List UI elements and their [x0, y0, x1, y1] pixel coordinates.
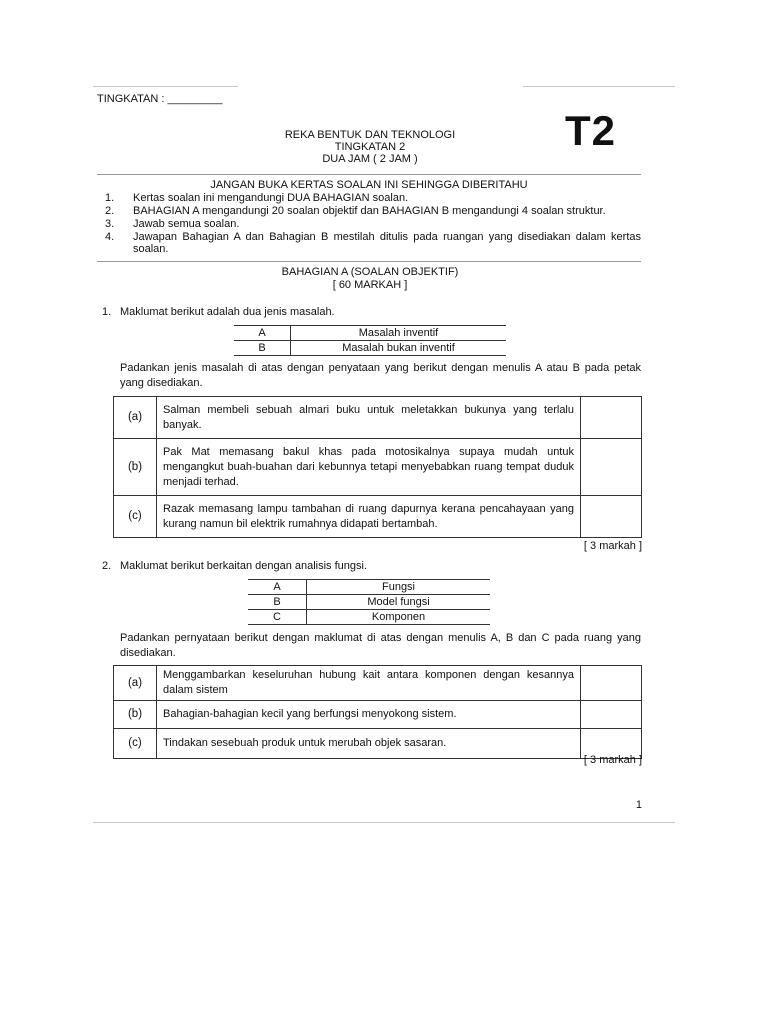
- q2-info-table: [248, 579, 490, 625]
- table-row: [114, 397, 642, 439]
- item-text: Menggambarkan keseluruhan hubung kait antara komponen dengan kesannya dalam sistem: [157, 666, 581, 701]
- subject-title: REKA BENTUK DAN TEKNOLOGI: [284, 129, 456, 141]
- table-value: Masalah bukan inventif: [291, 341, 507, 356]
- q1-answer-table: [113, 396, 642, 538]
- instructions-heading: JANGAN BUKA KERTAS SOALAN INI SEHINGGA DIBERITAHU: [210, 179, 528, 191]
- table-key: B: [248, 595, 307, 610]
- paper-code: T2: [565, 107, 617, 154]
- table-row: [234, 341, 506, 356]
- section-marks: [ 60 MARKAH ]: [332, 279, 408, 291]
- instruction-item: [105, 231, 641, 255]
- q1-info-table: [234, 325, 506, 356]
- item-text: Pak Mat memasang bakul khas pada motosikalnya supaya mudah untuk mengangkut buah-buahan dari kebunnya tetapi menyebabkan ruang tempat duduk menjadi terhad.: [157, 439, 581, 496]
- top-rule-left: [93, 86, 238, 87]
- answer-box[interactable]: [581, 666, 642, 701]
- instruction-number: 4.: [105, 231, 115, 243]
- instruction-number: 3.: [105, 218, 115, 230]
- q2-number: 2.: [102, 560, 112, 572]
- item-text: Bahagian-bahagian kecil yang berfungsi menyokong sistem.: [157, 701, 581, 729]
- q2-answer-table: [113, 665, 642, 759]
- item-text: Salman membeli sebuah almari buku untuk meletakkan bukunya yang terlalu banyak.: [157, 397, 581, 439]
- table-row: [114, 496, 642, 538]
- instruction-item: [105, 205, 641, 217]
- table-row: [114, 701, 642, 729]
- instruction-item: [105, 192, 641, 204]
- section-header: [240, 266, 500, 292]
- item-text: Tindakan sesebuah produk untuk merubah objek sasaran.: [157, 729, 581, 759]
- item-label: (c): [114, 496, 157, 538]
- q1-instruction: Padankan jenis masalah di atas dengan penyataan yang berikut dengan menulis A atau B pada petak yang disediakan.: [120, 362, 641, 389]
- item-label: (b): [114, 439, 157, 496]
- table-value: Model fungsi: [307, 595, 491, 610]
- instruction-item: [105, 218, 641, 230]
- table-row: [248, 610, 490, 625]
- table-key: C: [248, 610, 307, 625]
- instruction-text: Kertas soalan ini mengandungi DUA BAHAGIAN soalan.: [133, 192, 409, 204]
- q1-stem: Maklumat berikut adalah dua jenis masalah.: [120, 306, 335, 318]
- instruction-text: Jawab semua soalan.: [133, 218, 240, 230]
- item-label: (a): [114, 397, 157, 439]
- table-row: [114, 666, 642, 701]
- table-row: [234, 326, 506, 341]
- instruction-number: 2.: [105, 205, 115, 217]
- item-label: (c): [114, 729, 157, 759]
- answer-box[interactable]: [581, 439, 642, 496]
- page-number: 1: [635, 799, 642, 811]
- exam-title: [240, 129, 500, 165]
- duration: DUA JAM ( 2 JAM ): [322, 153, 418, 165]
- q2-instruction: Padankan pernyataan berikut dengan maklumat di atas dengan menulis A, B dan C pada ruang yang disediakan.: [120, 632, 641, 659]
- table-value: Masalah inventif: [291, 326, 507, 341]
- section-title: BAHAGIAN A (SOALAN OBJEKTIF): [281, 266, 459, 278]
- page-bottom-rule: [93, 822, 675, 823]
- table-key: B: [234, 341, 291, 356]
- top-rule-right: [523, 86, 675, 87]
- instructions-top-rule: [97, 174, 641, 175]
- table-value: Komponen: [307, 610, 491, 625]
- table-key: A: [248, 580, 307, 595]
- instruction-number: 1.: [105, 192, 115, 204]
- q1-number: 1.: [102, 306, 112, 318]
- table-row: [248, 595, 490, 610]
- q1-marks: [ 3 markah ]: [583, 540, 642, 552]
- q2-marks: [ 3 markah ]: [583, 754, 642, 766]
- table-value: Fungsi: [307, 580, 491, 595]
- form-level: TINGKATAN 2: [334, 141, 406, 153]
- answer-box[interactable]: [581, 397, 642, 439]
- answer-box[interactable]: [581, 496, 642, 538]
- table-key: A: [234, 326, 291, 341]
- tingkatan-field: TINGKATAN : _________: [97, 93, 223, 105]
- table-row: [248, 580, 490, 595]
- instructions-bottom-rule: [97, 261, 641, 262]
- item-label: (b): [114, 701, 157, 729]
- answer-box[interactable]: [581, 701, 642, 729]
- instruction-text: BAHAGIAN A mengandungi 20 soalan objektif dan BAHAGIAN B mengandungi 4 soalan struktur.: [133, 205, 606, 217]
- item-label: (a): [114, 666, 157, 701]
- table-row: [114, 439, 642, 496]
- q2-stem: Maklumat berikut berkaitan dengan analisis fungsi.: [120, 560, 368, 572]
- instruction-text: Jawapan Bahagian A dan Bahagian B mestilah ditulis pada ruangan yang disediakan dalam kertas soalan.: [133, 231, 641, 255]
- item-text: Razak memasang lampu tambahan di ruang dapurnya kerana pencahayaan yang kurang namun bil elektrik rumahnya didapati bertambah.: [157, 496, 581, 538]
